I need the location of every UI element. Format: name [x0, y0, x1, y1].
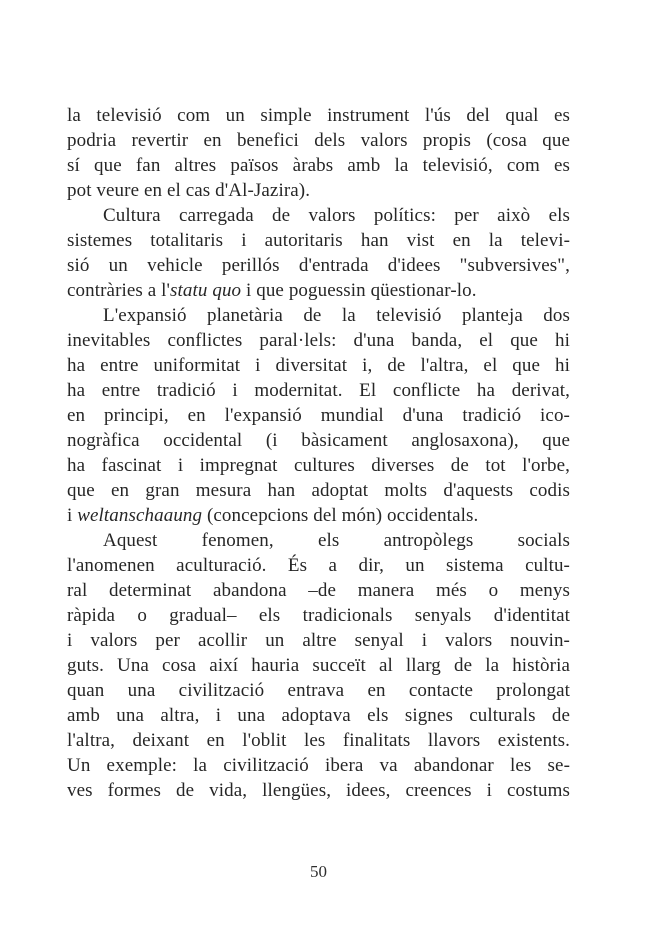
- text-line: [67, 428, 570, 453]
- text-line: [67, 603, 570, 628]
- text-run: i: [67, 505, 78, 526]
- text-run: ves formes de vida, llengües, idees, creences i costums: [67, 780, 570, 801]
- text-run: ha entre tradició i modernitat. El conflicte ha derivat,: [67, 380, 570, 401]
- text-run: i que poguessin qüestionar-lo.: [241, 280, 477, 301]
- text-run: quan una civilització entrava en contacte prolongat: [67, 680, 570, 701]
- text-line: [67, 653, 570, 678]
- text-run: pot veure en el cas d'Al-Jazira).: [67, 180, 311, 201]
- text-line: [67, 778, 570, 803]
- text-line: [67, 378, 570, 403]
- body-text: [67, 103, 570, 803]
- text-line: [67, 253, 570, 278]
- text-run: que en gran mesura han adoptat molts d'aquests codis: [67, 480, 570, 501]
- text-line: [67, 453, 570, 478]
- text-run: ha fascinat i impregnat cultures diverses de tot l'orbe,: [67, 455, 570, 476]
- text-line: [67, 178, 570, 203]
- text-line: [67, 553, 570, 578]
- text-line: [67, 353, 570, 378]
- text-run: sió un vehicle perillós d'entrada d'idees "subversives",: [67, 255, 570, 276]
- text-run: L'expansió planetària de la televisió planteja dos: [103, 305, 570, 326]
- text-line: [67, 328, 570, 353]
- text-run: contràries a l': [67, 280, 171, 301]
- text-line: [67, 628, 570, 653]
- italic-text-run: weltanschaaung: [77, 505, 203, 526]
- text-line: [67, 753, 570, 778]
- italic-text-run: statu quo: [170, 280, 242, 301]
- text-run: inevitables conflictes paral·lels: d'una banda, el que hi: [67, 330, 570, 351]
- text-run: podria revertir en benefici dels valors propis (cosa que: [67, 130, 570, 151]
- text-line: [67, 128, 570, 153]
- text-line: [67, 528, 570, 553]
- text-run: amb una altra, i una adoptava els signes culturals de: [67, 705, 570, 726]
- text-line: [67, 578, 570, 603]
- text-line: [67, 203, 570, 228]
- text-line: [67, 103, 570, 128]
- text-run: l'altra, deixant en l'oblit les finalitats llavors existents.: [67, 730, 570, 751]
- text-run: Aquest fenomen, els antropòlegs socials: [103, 530, 570, 551]
- text-line: [67, 503, 570, 528]
- text-run: ràpida o gradual– els tradicionals senyals d'identitat: [67, 605, 570, 626]
- text-run: l'anomenen aculturació. És a dir, un sistema cultu-: [67, 555, 570, 576]
- text-line: [67, 478, 570, 503]
- text-run: Un exemple: la civilització ibera va abandonar les se-: [67, 755, 570, 776]
- text-line: [67, 403, 570, 428]
- text-line: [67, 153, 570, 178]
- text-line: [67, 703, 570, 728]
- text-run: la televisió com un simple instrument l'ús del qual es: [67, 105, 570, 126]
- page-number: 50: [310, 862, 327, 881]
- text-line: [67, 728, 570, 753]
- text-run: sí que fan altres països àrabs amb la televisió, com es: [67, 155, 570, 176]
- text-run: nogràfica occidental (i bàsicament anglosaxona), que: [67, 430, 570, 451]
- text-run: i valors per acollir un altre senyal i valors nouvin-: [67, 630, 570, 651]
- text-line: [67, 678, 570, 703]
- text-line: [67, 278, 570, 303]
- text-run: (concepcions del món) occidentals.: [202, 505, 479, 526]
- text-line: [67, 303, 570, 328]
- text-run: ha entre uniformitat i diversitat i, de l'altra, el que hi: [67, 355, 570, 376]
- text-run: en principi, en l'expansió mundial d'una tradició ico-: [67, 405, 570, 426]
- text-run: ral determinat abandona –de manera més o menys: [67, 580, 570, 601]
- text-run: sistemes totalitaris i autoritaris han vist en la televi-: [67, 230, 570, 251]
- text-run: Cultura carregada de valors polítics: per això els: [103, 205, 570, 226]
- text-line: [67, 228, 570, 253]
- text-run: guts. Una cosa així hauria succeït al llarg de la història: [67, 655, 570, 676]
